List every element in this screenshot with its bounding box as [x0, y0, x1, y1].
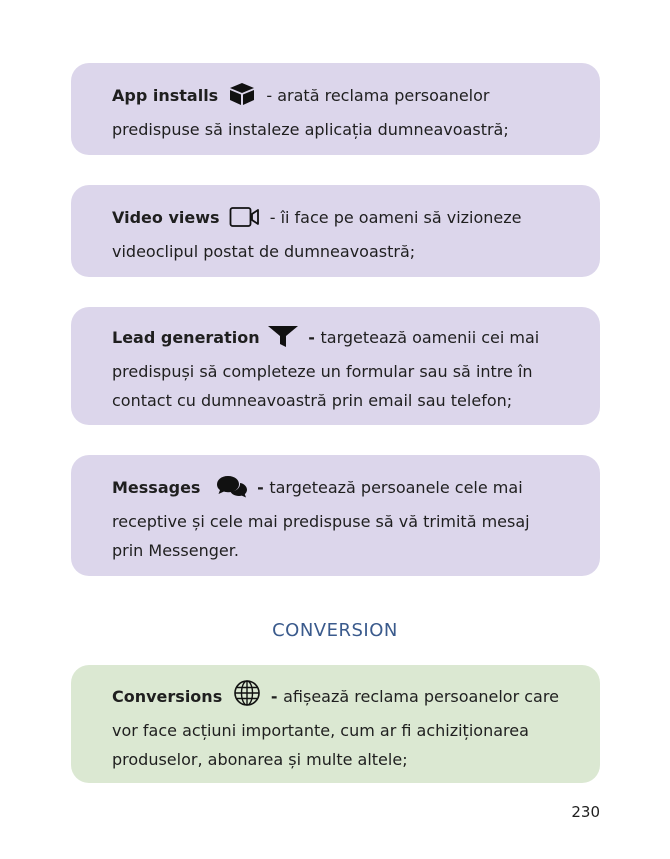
page-number: 230 [571, 803, 600, 821]
card-text [112, 679, 560, 774]
card-video-views [71, 185, 600, 277]
desc-app-installs: - arată reclama persoanelor predispuse să instaleze aplicația dumneavoastră; [112, 86, 509, 139]
globe-icon [233, 679, 261, 716]
card-text [112, 473, 560, 565]
card-text [112, 323, 560, 415]
card-app-installs [71, 63, 600, 155]
desc-conversions: afișează reclama persoanelor care vor face acțiuni importante, cum ar fi achiziționarea produselor, abonarea și multe altele; [112, 687, 559, 769]
term-video-views: Video views [112, 208, 220, 227]
dash: - [302, 328, 321, 347]
card-messages [71, 455, 600, 576]
section-heading: CONVERSION [272, 620, 398, 641]
desc-messages: targetează persoanele cele mai receptive și cele mai predispuse să vă trimită mesaj prin Messenger. [112, 478, 530, 560]
dash: - [265, 687, 284, 706]
card-lead-generation [71, 307, 600, 425]
card-conversions [71, 665, 600, 783]
chat-bubbles-icon [216, 474, 248, 507]
funnel-icon [267, 324, 299, 357]
term-conversions: Conversions [112, 687, 223, 706]
video-camera-icon [229, 206, 261, 237]
card-text [112, 203, 560, 266]
cube-icon [227, 82, 257, 115]
term-lead-generation: Lead generation [112, 328, 260, 347]
term-messages: Messages [112, 478, 201, 497]
card-text [112, 81, 560, 144]
dash: - [251, 478, 270, 497]
desc-video-views: - îi face pe oameni să vizioneze videoclipul postat de dumneavoastră; [112, 208, 522, 261]
desc-lead-generation: targetează oamenii cei mai predispuși să completeze un formular sau să intre în contact cu dumneavoastră prin email sau telefon; [112, 328, 540, 410]
term-app-installs: App installs [112, 86, 219, 105]
